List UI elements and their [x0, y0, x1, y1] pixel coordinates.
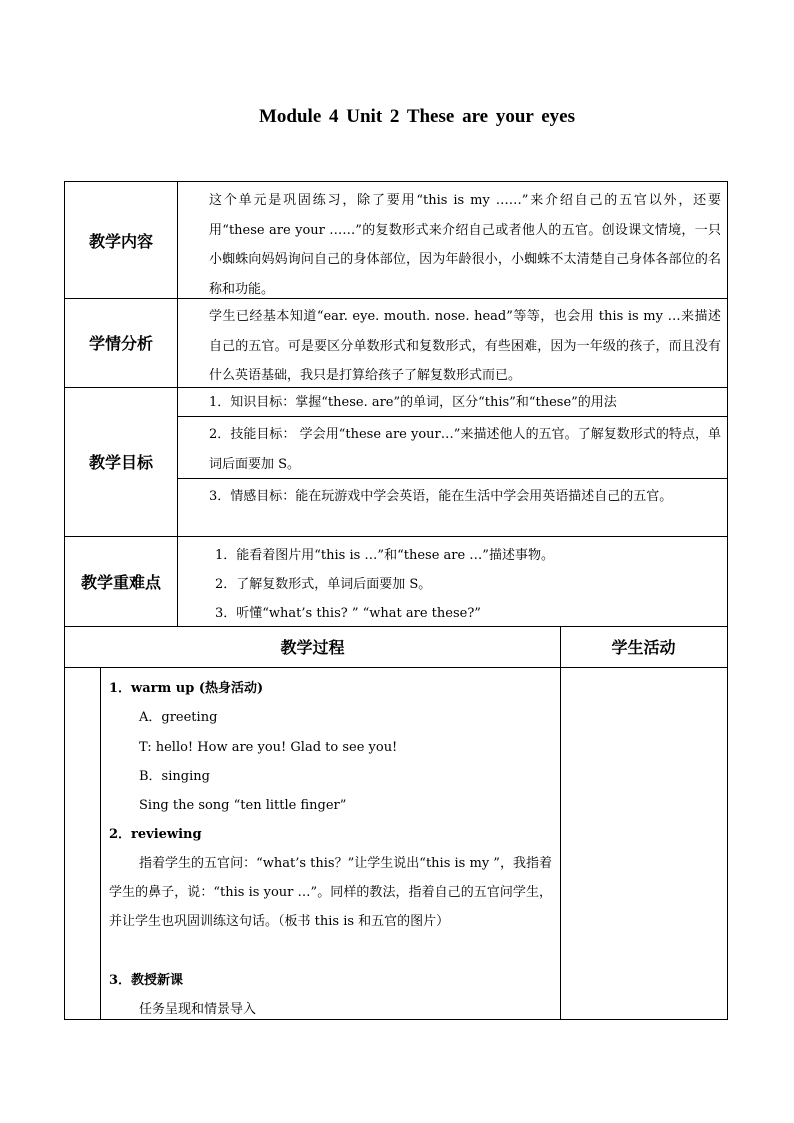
new-lesson-text: 任务呈现和情景导入 [139, 1002, 257, 1017]
column-divider [100, 667, 101, 1019]
section-new-lesson-title: 3．教授新课 [109, 973, 184, 988]
analysis-text: 学生已经基本知道“ear. eye. mouth. nose. head”等等，也会用 this is my …来描述自己的五官。可是要区分单数形式和复数形式，有些困难，因为一年级的孩子，而且没有什么英语基础，我只是打算给孩子了解复数形式而已。 [209, 309, 721, 383]
section-reviewing-title: 2．reviewing [109, 827, 202, 842]
document-title: Module 4 Unit 2 These are your eyes [258, 106, 576, 127]
column-divider [560, 626, 561, 1019]
warmup-item: B．singing [139, 769, 210, 784]
goal-item: 2．技能目标： 学会用“these are your…”来描述他人的五官。了解复数形式的特点，单词后面要加 S。 [209, 427, 721, 472]
goal-item: 1．知识目标：掌握“these. are”的单词，区分“this”和“these”的用法 [209, 395, 617, 410]
row-divider [65, 667, 727, 668]
warmup-text: Sing the song “ten little finger” [139, 798, 347, 813]
column-divider [177, 182, 178, 626]
warmup-item: A．greeting [139, 710, 218, 725]
section-warmup-title: 1．warm up (热身活动) [109, 681, 264, 696]
keypoint-item: 2．了解复数形式，单词后面要加 S。 [215, 577, 432, 592]
keypoint-item: 3．听懂“what’s this? ” “what are these?” [215, 606, 481, 621]
row-label-goals: 教学目标 [88, 453, 153, 472]
row-label-analysis: 学情分析 [88, 334, 153, 353]
lesson-plan-table [64, 181, 728, 1020]
row-label-content: 教学内容 [88, 231, 153, 251]
warmup-text: T: hello! How are you! Glad to see you! [139, 740, 398, 755]
row-label-keypoints: 教学重难点 [80, 572, 161, 592]
content-text: 这个单元是巩固练习，除了要用“this is my ……”来介绍自己的五官以外，还要用“these are your ……”的复数形式来介绍自己或者他人的五官。创设课文情境，一只小蜘蛛向妈妈询问自己的身体部位，因为年龄很小，小蜘蛛不太清楚自己身体各部位的名称和功能。 [209, 193, 721, 297]
process-header: 教学过程 [280, 638, 345, 657]
student-activity-header: 学生活动 [611, 638, 676, 657]
keypoint-item: 1．能看着图片用“this is …”和“these are …”描述事物。 [215, 548, 554, 563]
goal-item: 3．情感目标：能在玩游戏中学会英语，能在生活中学会用英语描述自己的五官。 [209, 489, 673, 504]
reviewing-text: 指着学生的五官问：“what’s this？”让学生说出“this is my ”，我指着学生的鼻子，说：“this is your …”。同样的教法，指着自己的五官问学生，并让学生也巩固训练这句话。（板书 this is 和五官的图片） [109, 856, 552, 929]
